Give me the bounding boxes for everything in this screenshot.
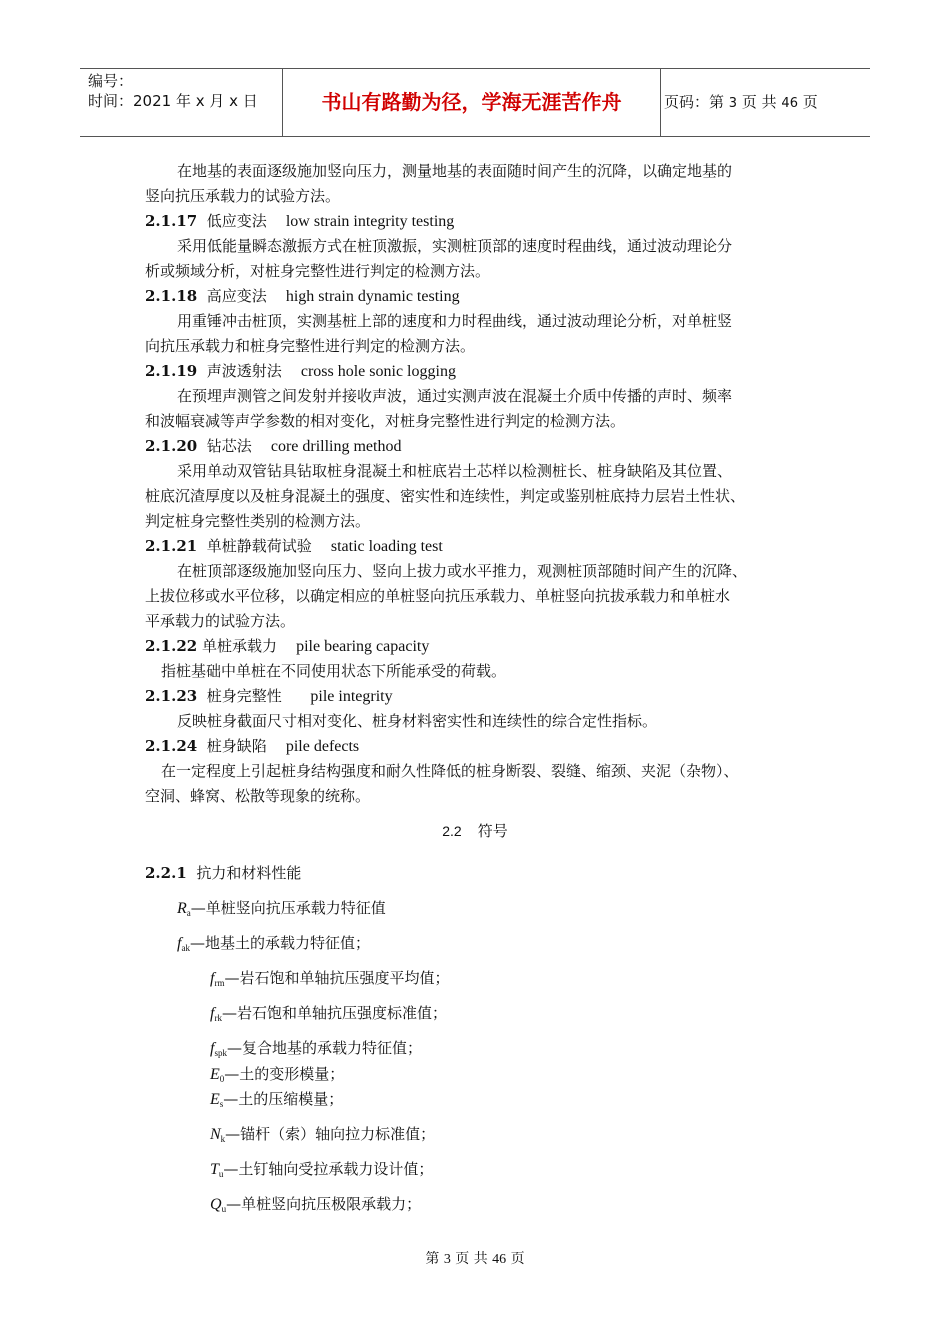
term-desc-line: 采用单动双管钻具钻取桩身混凝土和桩底岩土芯样以检测桩长、桩身缺陷及其位置、	[177, 462, 733, 480]
symbol-letter: R	[177, 900, 187, 917]
term-english: low strain integrity testing	[285, 213, 455, 230]
document-time-label: 时间：2021 年 x 月 x 日	[88, 92, 258, 110]
page-label-post: 页	[802, 93, 818, 111]
term-heading-2-1-22	[145, 636, 429, 657]
term-english: pile defects	[285, 738, 360, 755]
page-label-mid: 页 共	[741, 93, 777, 111]
term-desc-line: 析或频域分析，对桩身完整性进行判定的检测方法。	[145, 262, 491, 280]
term-english: pile integrity	[310, 688, 393, 705]
symbol-item	[210, 968, 449, 993]
document-id-label: 编号：	[88, 72, 134, 90]
symbol-letter: f	[177, 935, 182, 952]
symbol-item	[210, 1089, 343, 1114]
term-desc-line: 指桩基础中单桩在不同使用状态下所能承受的荷载。	[161, 662, 507, 680]
term-english: core drilling method	[270, 438, 402, 455]
symbol-subscript: k	[220, 1134, 226, 1144]
term-number: 2.1.22	[145, 637, 198, 655]
page-footer	[0, 1248, 950, 1268]
term-heading-2-1-23	[145, 686, 393, 707]
term-chinese: 钻芯法	[206, 437, 252, 455]
symbol-subscript: a	[186, 908, 191, 918]
symbol-description: —地基土的承载力特征值；	[189, 934, 370, 952]
subsection-title: 抗力和材料性能	[196, 864, 302, 882]
term-number: 2.1.23	[145, 687, 198, 705]
term-heading-2-1-17	[145, 211, 454, 232]
term-desc-line: 空洞、蜂窝、松散等现象的统称。	[145, 787, 371, 805]
symbol-subscript: s	[219, 1099, 224, 1109]
symbol-letter: E	[210, 1091, 220, 1108]
footer-post: 页	[510, 1251, 525, 1267]
symbol-item	[210, 1003, 447, 1028]
term-number: 2.1.19	[145, 362, 198, 380]
footer-total-pages: 46	[492, 1252, 507, 1267]
header-meta-cell	[80, 69, 283, 136]
symbol-description: —土钉轴向受拉承载力设计值；	[223, 1160, 434, 1178]
footer-current-page: 3	[443, 1252, 451, 1267]
symbol-subscript: 0	[219, 1074, 225, 1084]
symbol-description: —岩石饱和单轴抗压强度平均值；	[224, 969, 450, 987]
symbol-description: —单桩竖向抗压极限承载力；	[226, 1195, 422, 1213]
page-label-pre: 页码：第	[664, 93, 725, 111]
term-heading-2-1-24	[145, 736, 359, 757]
term-chinese: 声波透射法	[206, 362, 282, 380]
term-desc-line: 在预埋声测管之间发射并接收声波，通过实测声波在混凝土介质中传播的声时、频率	[177, 387, 733, 405]
symbol-letter: f	[210, 970, 215, 987]
section-heading	[0, 820, 950, 841]
term-chinese: 高应变法	[206, 287, 267, 305]
term-number: 2.1.18	[145, 287, 198, 305]
term-number: 2.1.24	[145, 737, 198, 755]
symbol-item	[210, 1194, 421, 1219]
subsection-heading	[145, 863, 301, 883]
term-heading-2-1-18	[145, 286, 460, 307]
symbol-description: —单桩竖向抗压承载力特征值	[190, 899, 386, 917]
term-english: static loading test	[330, 538, 443, 555]
term-desc-line: 采用低能量瞬态激振方式在桩顶激振，实测桩顶部的速度时程曲线，通过波动理论分	[177, 237, 733, 255]
section-title: 符号	[477, 822, 508, 840]
intro-line-1: 在地基的表面逐级施加竖向压力，测量地基的表面随时间产生的沉降，以确定地基的	[177, 162, 733, 180]
term-desc-line: 上拔位移或水平位移，以确定相应的单桩竖向抗压承载力、单桩竖向抗拔承载力和单桩水	[145, 587, 731, 605]
term-heading-2-1-20	[145, 436, 401, 457]
symbol-description: —土的变形模量；	[224, 1065, 345, 1083]
term-desc-line: 在一定程度上引起桩身结构强度和耐久性降低的桩身断裂、裂缝、缩颈、夹泥（杂物）、	[161, 762, 739, 780]
term-chinese: 单桩静载荷试验	[206, 537, 312, 555]
term-chinese: 单桩承载力	[201, 637, 277, 655]
symbol-letter: Q	[210, 1196, 222, 1213]
symbol-description: —岩石饱和单轴抗压强度标准值；	[221, 1004, 447, 1022]
term-english: cross hole sonic logging	[300, 363, 456, 380]
symbol-letter: E	[210, 1066, 220, 1083]
term-desc-line: 和波幅衰减等声学参数的相对变化，对桩身完整性进行判定的检测方法。	[145, 412, 626, 430]
term-heading-2-1-21	[145, 536, 443, 557]
term-chinese: 桩身完整性	[206, 687, 282, 705]
term-heading-2-1-19	[145, 361, 456, 382]
symbol-letter: T	[210, 1161, 219, 1178]
symbol-subscript: ak	[181, 943, 190, 953]
symbol-subscript: spk	[214, 1048, 227, 1058]
footer-mid: 页 共	[455, 1251, 488, 1267]
symbol-letter: f	[210, 1005, 215, 1022]
symbol-item	[210, 1038, 422, 1063]
symbol-letter: f	[210, 1040, 215, 1057]
term-chinese: 桩身缺陷	[206, 737, 267, 755]
symbol-description: —锚杆（索）轴向拉力标准值；	[225, 1125, 436, 1143]
term-desc-line: 在桩顶部逐级施加竖向压力、竖向上拔力或水平推力，观测桩顶部随时间产生的沉降、	[177, 562, 748, 580]
page-current-number: 3	[728, 96, 738, 111]
symbol-item	[177, 898, 386, 923]
term-desc-line: 判定桩身完整性类别的检测方法。	[145, 512, 371, 530]
symbol-description: —复合地基的承载力特征值；	[226, 1039, 422, 1057]
header-motto: 书山有路勤为径，学海无涯苦作舟	[283, 69, 661, 136]
term-desc-line: 反映桩身截面尺寸相对变化、桩身材料密实性和连续性的综合定性指标。	[177, 712, 658, 730]
symbol-letter: N	[210, 1126, 221, 1143]
symbol-description: —土的压缩模量；	[223, 1090, 344, 1108]
subsection-number: 2.2.1	[145, 864, 187, 882]
symbol-item	[210, 1159, 433, 1184]
symbol-item	[177, 933, 370, 958]
term-desc-line: 平承载力的试验方法。	[145, 612, 296, 630]
section-number: 2.2	[442, 823, 462, 839]
term-number: 2.1.20	[145, 437, 198, 455]
symbol-subscript: rm	[214, 978, 225, 988]
term-desc-line: 桩底沉渣厚度以及桩身混凝土的强度、密实性和连续性，判定或鉴别桩底持力层岩土性状、	[145, 487, 746, 505]
header-page-info	[661, 69, 873, 136]
term-number: 2.1.17	[145, 212, 198, 230]
symbol-subscript: u	[218, 1169, 224, 1179]
page-total-number: 46	[781, 96, 798, 111]
term-number: 2.1.21	[145, 537, 198, 555]
page-header	[80, 68, 870, 137]
symbol-subscript: u	[221, 1204, 227, 1214]
term-english: pile bearing capacity	[296, 638, 430, 655]
footer-pre: 第	[425, 1251, 440, 1267]
symbol-subscript: rk	[214, 1013, 222, 1023]
intro-line-2: 竖向抗压承载力的试验方法。	[145, 187, 341, 205]
term-chinese: 低应变法	[206, 212, 267, 230]
term-desc-line: 用重锤冲击桩顶，实测基桩上部的速度和力时程曲线，通过波动理论分析，对单桩竖	[177, 312, 733, 330]
symbol-item	[210, 1124, 435, 1149]
term-desc-line: 向抗压承载力和桩身完整性进行判定的检测方法。	[145, 337, 476, 355]
term-english: high strain dynamic testing	[285, 288, 460, 305]
symbol-item	[210, 1064, 344, 1089]
